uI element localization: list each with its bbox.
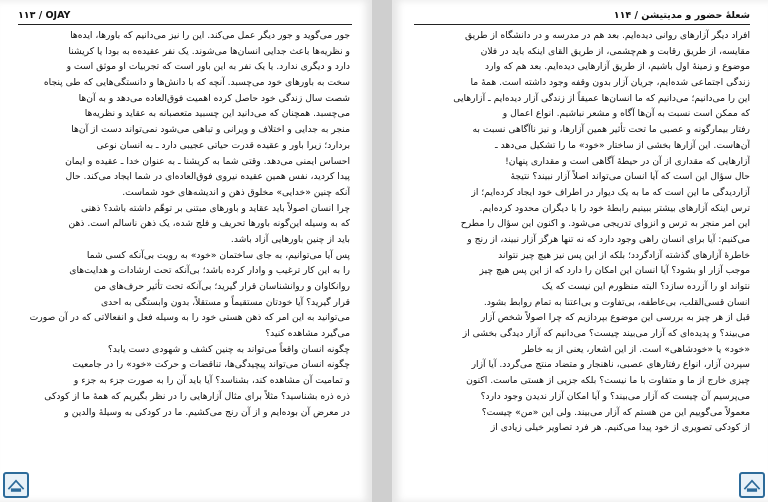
text-line: در معرض آن بوده‌ایم و از آن رنج می‌کشیم. ما در کودکی به وسیلهٔ والدین و (64, 406, 350, 418)
text-line: روانکاوان و روانشناسان قرار گیرید؛ بی‌آنکه تحت تأثیر حرف‌های من (94, 281, 350, 292)
text-line: قبل از هر چیز به بررسی این موضوع بپردازیم که چرا اصولاً شخص آزار (480, 312, 750, 324)
text-line: می‌بیند؟ و پدیده‌ای که آزار می‌بیند چیست؟ می‌دانیم که آزار دیدگی بخشی از (462, 328, 750, 340)
book-emblem-icon (3, 472, 29, 498)
text-line: می‌پرسیم آن چیست که آزار می‌بیند؟ و آیا امکان آزار ندیدن وجود دارد؟ (480, 390, 750, 402)
text-line: آزاردیدگی ما این است که ما به یک دیوار در اطراف خود ایجاد کرده‌ایم؛ از (471, 186, 750, 198)
text-line: «خود» یا «خودشاهی» است. از این اشعار، یعنی از به خاطر (521, 343, 750, 355)
text-line: می‌چسبد. همچنان که می‌دانید این چسبید متعصبانه به عقاید و نظریه‌ها (84, 108, 350, 120)
text-line: قرار گیرید؟ آیا خودتان مستقیماً و مستقلاً، بدون وابستگی به احدی (100, 296, 350, 308)
text-line: بردارد؛ زیرا باور و عقیده قدرت حیاتی عجیبی دارد ـ به انسان نوعی (96, 139, 350, 151)
right-page (392, 0, 768, 502)
text-line: این امر منجر به ترس و انزوای تدریجی می‌شود. و اکنون این سؤال را مطرح (460, 218, 750, 230)
text-line: از کودکی تصویری از خود پیدا می‌کنیم. هر فرد تصاویر خیلی زیادی از (490, 422, 750, 434)
text-line: سپردن آزار، انواع رفتارهای عصبی، ناهنجار و متضاد منتج می‌گردد. آیا آزار (471, 359, 750, 371)
text-line: را به این کار ترغیب و وادار کرده باشد؛ بی‌آنکه تحت ارشادات و هدایت‌های (69, 265, 350, 277)
text-line: چگونه انسان می‌تواند پیچیدگی‌ها، تناقضات و حرکت «خود» را در جامعیت (72, 359, 350, 371)
page-header: ۱۱۳ / OJAY (18, 10, 71, 21)
text-line: که به وسیله این‌گونه باورها تحریف و فلج شده، یک ذهن ناسالم است. ذهن (68, 218, 350, 230)
text-line: باید از چنین باورهایی آزاد باشد. (230, 233, 350, 245)
text-line: ترس اینکه آزارهای بیشتر ببینیم رابطهٔ خود را با دیگران محدود کرده‌ایم. (479, 202, 750, 214)
text-line: این را می‌دانیم؛ می‌دانیم که ما انسان‌ها عمیقاً از زندگی آزار دیده‌ایم ـ آزارهایی (453, 92, 750, 104)
text-line: دارد و دیگری ندارد. یا یک نفر به این باور است که تجربیات او موثق است و (66, 61, 350, 73)
text-line: خاطرهٔ آزارهای گذشته آزادگردد؛ بلکه از این پس نیز هیچ چیز نتواند (498, 249, 750, 261)
text-line: آنکه چنین «خدایی» مخلوق ذهن و اندیشه‌های خود شماست. (122, 186, 350, 198)
text-line: احساس ایمنی می‌دهد. وقتی شما به کریشنا ـ به عنوان خدا ـ عقیده و ایمان (65, 155, 350, 167)
text-line: معمولاً می‌گوییم این من هستم که آزار می‌بیند. ولی این «من» چیست؟ (481, 406, 750, 418)
text-line: انسان قسی‌القلب، بی‌عاطفه، بی‌تفاوت و بی‌اعتنا به تمام روابط بشود. (483, 296, 750, 308)
text-line: چرا انسان اصولاً باید عقاید و باورهای مبتنی بر توهّم داشته باشد؟ ذهنی (80, 202, 350, 214)
text-line: موضوع و زمینهٔ اول باشیم، از طریق آزارهایی دیده‌ایم. بعد هم که وارد (484, 61, 750, 73)
text-line: جور می‌گوید و جور دیگر عمل می‌کند. این را نیز می‌دانیم که باورها، ایده‌ها (70, 30, 350, 41)
text-line: نتواند او را آزرده سازد؟ البته منظورم این نیست که یک (541, 281, 750, 292)
text-line: پیدا کردید، نفس همین عقیده نیروی فوق‌العاده‌ای در شما ایجاد می‌کند. حال (65, 171, 350, 183)
text-line: حال سؤال این است که آیا انسان می‌تواند اصلاً آزار نبیند؟ نتیجهٔ (510, 171, 750, 183)
text-line: آن‌هاست. این آزارها بخشی از ساختار «خود» ما را تشکیل می‌دهد ـ (494, 139, 750, 151)
left-page (0, 0, 372, 502)
text-line: آزارهایی که مقداری از آن در حیطهٔ آگاهی است و مقداری پنهان! (505, 155, 750, 167)
text-line: منجر به جدایی و اختلاف و ویرانی و تباهی می‌شود نمی‌تواند دست از آن‌ها (71, 124, 350, 136)
text-line: ذره ذره بشناسید؟ مثلاً برای مثال آزارهایی را در نظر بگیریم که همهٔ ما از کودکی (44, 390, 350, 402)
header-rule (414, 24, 750, 25)
text-line: می‌گیرد مشاهده کنید؟ (265, 328, 350, 340)
text-line: موجب آزار او بشود؟ آیا انسان این امکان را دارد که از این پس هیچ چیز (479, 265, 750, 277)
text-line: پس آیا می‌توانیم، به جای ساختمان «خود» به رویت بی‌آنکه کسی شما (86, 249, 350, 261)
page-header: ۱۱۴ / شعلهٔ حضور و مدیتیشن (613, 10, 750, 21)
text-line: می‌توانید به این امر که ذهن هستی خود را به وسیله فعل و انفعالاتی که در آن صورت (29, 312, 350, 324)
text-line: مقایسه، از طریق رقابت و هم‌چشمی، از طریق القای اینکه باید در فلان (480, 45, 750, 57)
text-line: و نظریه‌ها باعث جدایی انسان‌ها می‌شوند. یک نفر عقیده‌ه به بودا یا کریشنا (68, 45, 350, 57)
book-emblem-icon (739, 472, 765, 498)
text-line: زندگی اجتماعی شده‌ایم، جریان آزار بدون وقفه وجود داشته است. همهٔ ما (470, 77, 750, 89)
text-line: که ممکن است نسبت به آن‌ها آگاه و مشعر نباشیم. انواع اعمال و (502, 108, 750, 120)
page-body (414, 28, 750, 436)
text-line: چگونه انسان واقعاً می‌تواند به چنین کشف و شهودی دست یابد؟ (107, 343, 350, 355)
text-line: و تمامیت آن مشاهده کند، بشناسد؟ آیا باید آن را به صورت جزء به جزء و (73, 375, 350, 387)
text-line: می‌کنیم: آیا برای انسان راهی وجود دارد که نه تنها هرگز آزار نبیند، از رنج و (467, 233, 750, 245)
text-line: افراد دیگر آزارهای روانی دیده‌ایم. بعد هم در مدرسه و در دانشگاه از طریق (464, 30, 750, 41)
text-line: رفتار بیمارگونه و عصبی ما تحت تأثیر همین آزارها، و نیز ناآگاهی نسبت به (472, 124, 750, 136)
text-line: شصت سال زندگی خود حاصل کرده اهمیت فوق‌العاده می‌دهد و به آن‌ها (78, 92, 350, 104)
book-spine (372, 0, 392, 502)
text-line: سخت به باورهای خود می‌چسبد. آنچه که با دانش‌ها و دانستگی‌هایی که طی پنجاه (43, 77, 350, 89)
text-line: چیزی خارج از ما و متفاوت با ما نیست؟ بلکه جزیی از هستی ماست. اکنون (466, 375, 750, 387)
page-body (18, 28, 350, 420)
header-rule (18, 24, 352, 25)
